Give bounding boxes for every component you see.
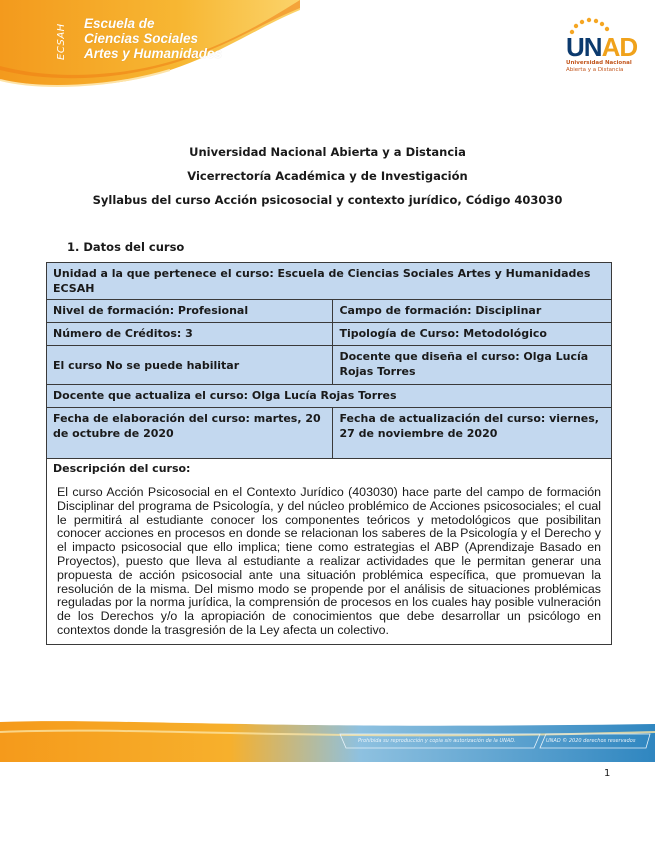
table-row — [47, 346, 612, 385]
descripcion-texto: El curso Acción Psicosocial en el Contexto Jurídico (403030) hace parte del campo de formación Disciplinar del programa de Psicología, y del núcleo problémico de Acciones psicosociales; el cual le permitirá al estudiante conocer los componentes teóricos y metodológicos que posibilitan conocer acciones en procesos en donde se relacionan los saberes de la Psicología y el Derecho y el impacto psicosocial que ello implica; tiene como estrategias el ABP (Aprendizaje Basado en Proyectos), puesto que lleva al estudiante a realizar actividades que le permitan generar una propuesta de acción psicosocial ante una situación problémica específica, que promuevan la resolución de la misma. Del mismo modo se propende por el análisis de situaciones problémicas reguladas por la norma jurídica, la comprensión de procesos en los cuales hay posible vulneración de los Derechos y/o la apropiación de conocimientos que debe desarrollar un psicólogo en contextos donde la trasgresión de la Ley afecta un colectivo. — [57, 485, 601, 637]
table-row — [47, 385, 612, 408]
cell-unidad: Unidad a la que pertenece el curso: Escuela de Ciencias Sociales Artes y Humanidades ECSAH — [47, 263, 612, 300]
table-row — [47, 408, 612, 459]
unad-logo — [560, 14, 640, 74]
title-syllabus: Syllabus del curso Acción psicosocial y contexto jurídico, Código 403030 — [92, 193, 563, 207]
school-name — [84, 16, 222, 61]
title-vicerrectoria: Vicerrectoría Académica y de Investigación — [187, 169, 468, 183]
logo-subtitle-1: Universidad Nacional — [566, 60, 632, 66]
cell-docente-disena: Docente que diseña el curso: Olga Lucía Rojas Torres — [333, 346, 612, 385]
footer-notice: Prohibida su reproducción y copia sin autorización de la UNAD. — [358, 738, 516, 744]
cell-creditos: Número de Créditos: 3 — [47, 323, 333, 346]
footer-rights: UNAD © 2020 derechos reservados — [546, 738, 636, 744]
cell-fecha-elaboracion: Fecha de elaboración del curso: martes, 20 de octubre de 2020 — [47, 408, 333, 459]
section-heading: 1. Datos del curso — [67, 240, 185, 254]
title-university: Universidad Nacional Abierta y a Distancia — [189, 145, 466, 159]
cell-campo: Campo de formación: Disciplinar — [333, 300, 612, 323]
cell-descripcion — [47, 459, 612, 645]
school-line-2: Ciencias Sociales — [84, 31, 199, 46]
cell-habilitar: El curso No se puede habilitar — [47, 346, 333, 385]
cell-tipologia: Tipología de Curso: Metodológico — [333, 323, 612, 346]
logo-wordmark: UNAD — [566, 32, 638, 62]
table-row — [47, 300, 612, 323]
descripcion-label: Descripción del curso: — [53, 462, 191, 475]
cell-docente-actualiza: Docente que actualiza el curso: Olga Lucía Rojas Torres — [47, 385, 612, 408]
school-line-3: Artes y Humanidades — [84, 46, 223, 61]
ecsah-vertical-label: ECSAH — [56, 23, 67, 61]
table-row — [47, 263, 612, 300]
cell-fecha-actualizacion: Fecha de actualización del curso: viernes, 27 de noviembre de 2020 — [333, 408, 612, 459]
cell-nivel: Nivel de formación: Profesional — [47, 300, 333, 323]
course-data-table — [46, 262, 612, 645]
page-number: 1 — [604, 768, 611, 779]
table-row — [47, 323, 612, 346]
school-line-1: Escuela de — [84, 16, 155, 31]
document-titles — [0, 143, 655, 215]
logo-subtitle-2: Abierta y a Distancia — [566, 67, 624, 73]
table-row — [47, 459, 612, 645]
header-banner — [0, 0, 300, 92]
